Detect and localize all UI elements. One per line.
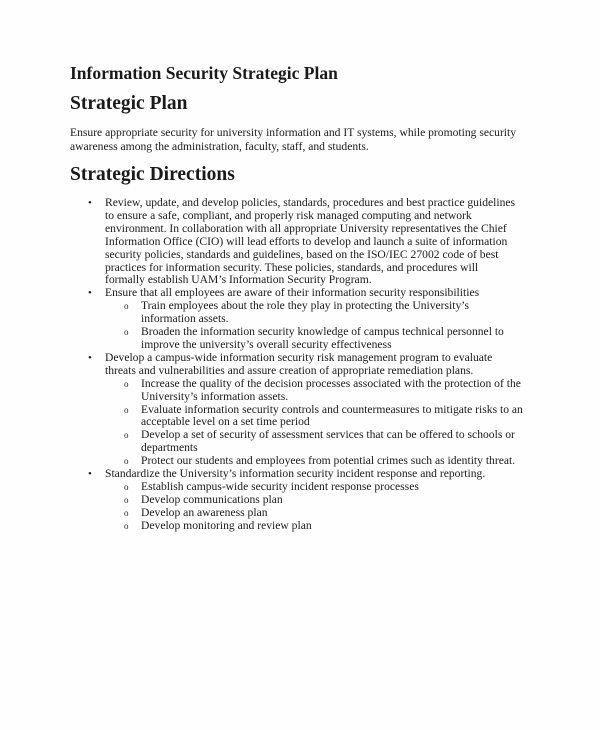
- sub-list-item-line: University’s information assets.: [141, 389, 289, 403]
- sub-list-item: [0, 378, 600, 404]
- sub-list-item-line: Protect our students and employees from potential crimes such as identity threat.: [141, 454, 516, 468]
- paragraph-line: Ensure appropriate security for university information and IT systems, while promoting security: [70, 126, 517, 139]
- bullet-icon: •: [88, 351, 92, 364]
- list-item-line: Standardize the University’s information security incident response and reporting.: [105, 467, 486, 481]
- hollow-bullet-icon: o: [124, 456, 129, 467]
- sub-list-item-text: [141, 429, 600, 455]
- list-item: [0, 352, 600, 378]
- sub-list-item-line: departments: [141, 441, 198, 455]
- list-item-line: practices for information security. These policies, standards, and procedures will: [105, 260, 479, 274]
- sub-list-item-line: Develop an awareness plan: [141, 505, 268, 519]
- sub-list-item-text: [141, 494, 600, 507]
- sub-list-item-text: [141, 378, 600, 404]
- sub-list-item: [0, 326, 600, 352]
- list-item-line: Develop a campus-wide information security risk management program to evaluate: [105, 350, 493, 364]
- strategic-plan-paragraph: [70, 126, 516, 153]
- hollow-bullet-icon: o: [124, 520, 129, 531]
- sub-list-item: [0, 404, 600, 430]
- sub-list-item-line: Develop a set of security of assessment services that can be offered to schools or: [141, 428, 515, 442]
- sub-list-item-line: Develop communications plan: [141, 492, 283, 506]
- paragraph-line: awareness among the administration, faculty, staff, and students.: [70, 139, 369, 153]
- sub-list-item-line: Evaluate information security controls and countermeasures to mitigate risks to an: [141, 402, 523, 416]
- list-item: [0, 197, 600, 287]
- list-item-line: to ensure a safe, compliant, and properly risk managed computing and network: [105, 208, 472, 222]
- sub-list-item-line: Increase the quality of the decision processes associated with the protection of the: [141, 376, 521, 390]
- hollow-bullet-icon: o: [124, 378, 129, 389]
- sub-list-item: [0, 429, 600, 455]
- list-item-line: security policies, standards and guidelines, based on the ISO/IEC 27002 code of best: [105, 247, 499, 261]
- sub-list-item: [0, 481, 600, 494]
- list-item-line: Information Office (CIO) will lead efforts to develop and launch a suite of information: [105, 234, 508, 248]
- document-title: Information Security Strategic Plan: [70, 63, 338, 83]
- sub-list-item: [0, 300, 600, 326]
- hollow-bullet-icon: o: [124, 327, 129, 338]
- section-heading-strategic-plan: Strategic Plan: [70, 93, 188, 114]
- bullet-icon: •: [88, 287, 92, 300]
- sub-list-item-line: information assets.: [141, 312, 229, 326]
- sub-list-item-line: Train employees about the role they play in protecting the University’s: [141, 299, 469, 313]
- bullet-icon: •: [88, 197, 92, 209]
- hollow-bullet-icon: o: [124, 404, 129, 415]
- hollow-bullet-icon: o: [124, 430, 129, 441]
- list-item-text: [105, 468, 600, 481]
- sub-list-item-text: [141, 326, 600, 352]
- sub-list-item-text: [141, 507, 600, 520]
- sub-list-item: [0, 507, 600, 520]
- sub-list-item-line: acceptable level on a set time period: [141, 415, 310, 429]
- list-item-line: environment. In collaboration with all appropriate University representatives the Chief: [105, 221, 507, 235]
- hollow-bullet-icon: o: [124, 301, 129, 312]
- sub-list-item-line: Establish campus-wide security incident response processes: [141, 479, 419, 493]
- hollow-bullet-icon: o: [124, 481, 129, 492]
- list-item-line: formally establish UAM’s Information Security Program.: [105, 273, 372, 287]
- sub-list-item: [0, 520, 600, 533]
- sub-list-item-line: Develop monitoring and review plan: [141, 518, 312, 532]
- strategic-directions-list: [0, 197, 600, 533]
- section-heading-strategic-directions: Strategic Directions: [70, 164, 235, 185]
- list-item-line: threats and vulnerabilities and assure creation of appropriate remediation plans.: [105, 363, 474, 377]
- sub-list-item-text: [141, 300, 600, 326]
- hollow-bullet-icon: o: [124, 494, 129, 505]
- sub-list-item-text: [141, 520, 600, 533]
- hollow-bullet-icon: o: [124, 507, 129, 518]
- sub-list-item-text: [141, 404, 600, 430]
- list-item-line: Ensure that all employees are aware of their information security responsibilities: [105, 286, 480, 300]
- sub-list-item-line: improve the university’s overall security effectiveness: [141, 337, 392, 351]
- list-item-text: [105, 197, 600, 287]
- bullet-icon: •: [88, 468, 92, 481]
- sub-list-item-text: [141, 481, 600, 494]
- sub-list-item: [0, 494, 600, 507]
- sub-list-item-line: Broaden the information security knowledge of campus technical personnel to: [141, 325, 504, 339]
- list-item: [0, 468, 600, 481]
- list-item-text: [105, 352, 600, 378]
- list-item-line: Review, update, and develop policies, standards, procedures and best practice guidelines: [105, 196, 516, 209]
